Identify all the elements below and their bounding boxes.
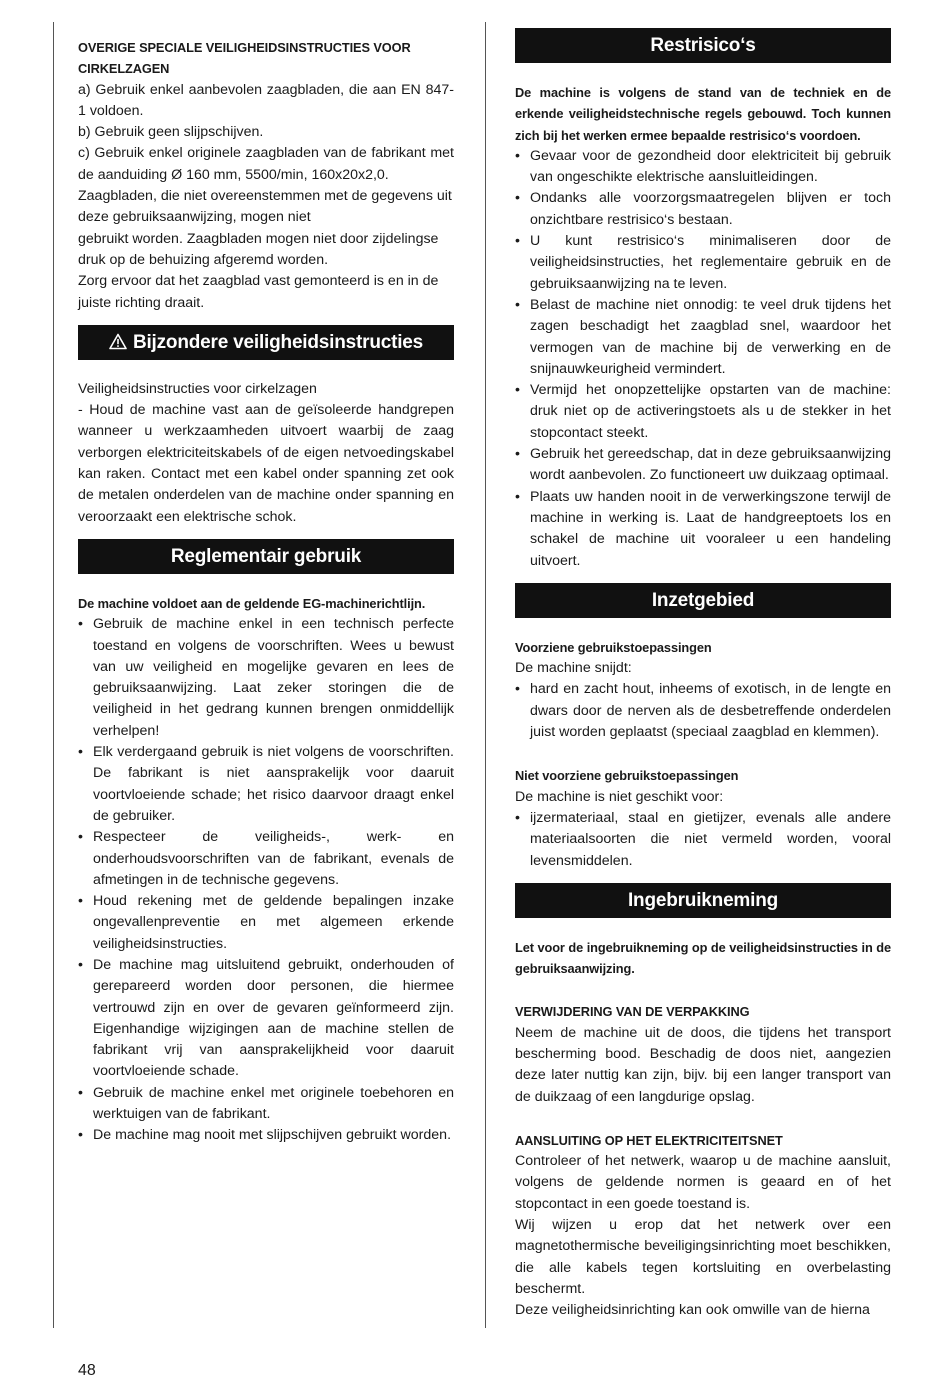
scope-not-list (515, 808, 891, 872)
list-item: • Elk verdergaand gebruik is niet volgens de voorschriften. De fabrikant is niet aansprakelijk voor daaruit voortvloeiende schade; het risico daarvoor draagt enkel de gebruiker. (78, 742, 454, 827)
list-item: • Gebruik de machine enkel in een technisch perfecte toestand en volgens de voorschriften. Wees u bewust van uw veiligheid en mogelijke gevaren en lees de gebruiksaanwijzing. Laat zeker storingen die de veiligheid in het gedrang kunnen brengen onmiddellijk verhelpen! (78, 614, 454, 742)
special-instruction-e: Zorg ervoor dat het zaagblad vast gemonteerd is en in de juiste richting draait. (78, 273, 439, 311)
list-item: • U kunt restrisico‘s minimaliseren door de veiligheidsinstructies, het reglementaire gebruik en de gebruiksaanwijzing na te leven. (515, 231, 891, 295)
list-item: • De machine mag nooit met slijpschijven gebruikt worden. (78, 1125, 454, 1146)
unpack-body: Neem de machine uit de doos, die tijdens het transport bescherming bood. Beschadig de doos niet, aangezien deze later nuttig kan zijn, bijv. bij een langer transport van de duikzaag of een langdurige opslag. (515, 1024, 891, 1105)
power-body-2: Wij wijzen u erop dat het netwerk over een magnetothermische beveiligingsinrichting moet beschikken, die alle kabels tegen kortsluiting en overbelasting beschermt. (515, 1217, 891, 1297)
list-item: • Gevaar voor de gezondheid door elektriciteit bij gebruik van ongeschikte elektrische aansluitleidingen. (515, 146, 891, 189)
special-instruction-d1: Zaagbladen, die niet overeenstemmen met de gegevens uit deze gebruiksaanwijzing, mogen niet (78, 188, 452, 226)
safety-body: - Houd de machine vast aan de geïsoleerde handgrepen wanneer u werkzaamheden uitvoert waarbij de zaag verborgen elektriciteitskabels of de eigen netvoedingskabel kan raken. Contact met een kabel onder spanning zet ook de metalen onderdelen van de machine onder spanning en veroorzaakt een elektrische schok. (78, 402, 454, 525)
scope-intended-intro: De machine snijdt: (515, 660, 632, 677)
warning-icon (109, 327, 127, 362)
list-item: • Houd rekening met de geldende bepalingen inzake ongevallenpreventie en met algemeen erkende veiligheidsinstructies. (78, 891, 454, 955)
page-number: 48 (78, 1362, 96, 1379)
special-instruction-d2: gebruikt worden. Zaagbladen mogen niet door zijdelingse druk op de behuizing afgeremd worden. (78, 230, 439, 268)
usage-intro: De machine voldoet aan de geldende EG-machinerichtlijn. (78, 595, 426, 611)
scope-intended-title: Voorziene gebruikstoepassingen (515, 639, 712, 655)
power-title: AANSLUITING OP HET ELEKTRICITEITSNET (515, 1132, 783, 1148)
list-item: • De machine mag uitsluitend gebruikt, onderhouden of gerepareerd worden door personen, die hiermee vertrouwd zijn en over de gevaren geïnformeerd zijn. Eigenhandige wijzigingen aan de machine stellen de fabrikant vrij van aansprakelijkheid voor daaruit voortvloeiende schade. (78, 955, 454, 1083)
left-column (78, 37, 454, 1147)
list-item: • Ondanks alle voorzorgsmaatregelen blijven er toch onzichtbare restrisico‘s bestaan. (515, 188, 891, 231)
unpack-title: VERWIJDERING VAN DE VERPAKKING (515, 1004, 750, 1020)
list-item: • hard en zacht hout, inheems of exotisch, in de lengte en dwars door de nerven als de desbetreffende onderdelen juist worden geplaatst (speciaal zaagblad en klemmen). (515, 679, 891, 743)
commission-header: Ingebruikneming (515, 883, 891, 918)
scope-intended-list (515, 679, 891, 743)
column-divider-left (53, 22, 54, 1328)
special-instructions-title: OVERIGE SPECIALE VEILIGHEIDSINSTRUCTIES VOOR CIRKELZAGEN (78, 40, 411, 77)
list-item: • Belast de machine niet onnodig: te veel druk tijdens het zagen beschadigt het zaagblad snel, waardoor het vermogen van de machine bij de verwerking en de snijnauwkeurigheid vermindert. (515, 295, 891, 380)
safety-header-label: Bijzondere veiligheidsinstructies (132, 331, 424, 353)
commission-intro: Let voor de ingebruikneming op de veiligheidsinstructies in de gebruiksaanwijzing. (515, 939, 891, 977)
risk-header: Restrisico‘s (515, 28, 891, 63)
risk-intro: De machine is volgens de stand van de techniek en de erkende veiligheidstechnische regels gebouwd. Toch kunnen zich bij het werken ermee bepaalde restrisico‘s voordoen. (515, 85, 891, 143)
special-instruction-a: a) Gebruik enkel aanbevolen zaagbladen, die aan EN 847-1 voldoen. (78, 81, 454, 119)
right-column (515, 28, 891, 1322)
list-item: • Respecteer de veiligheids-, werk- en onderhoudsvoorschriften van de fabrikant, evenals de afmetingen in de technische gegevens. (78, 827, 454, 891)
column-divider-center (485, 22, 486, 1328)
safety-header (78, 325, 454, 360)
usage-list (78, 614, 454, 1146)
list-item: • Vermijd het onopzettelijke opstarten van de machine: druk niet op de activeringstoets als u de stekker in het stopcontact steekt. (515, 380, 891, 444)
scope-not-intro: De machine is niet geschikt voor: (515, 788, 724, 805)
list-item: • Gebruik het gereedschap, dat in deze gebruiksaanwijzing wordt aanbevolen. Zo functioneert uw duikzaag optimaal. (515, 444, 891, 487)
list-item: • ijzermateriaal, staal en gietijzer, evenals alle andere materiaalsoorten die niet vermeld worden, vooral levensmiddelen. (515, 808, 891, 872)
safety-subtitle: Veiligheidsinstructies voor cirkelzagen (78, 380, 317, 397)
risk-list (515, 146, 891, 572)
special-instruction-c: c) Gebruik enkel originele zaagbladen van de fabrikant met de aanduiding Ø 160 mm, 5500/min, 160x20x2,0. (78, 145, 454, 183)
scope-header: Inzetgebied (515, 583, 891, 618)
scope-not-title: Niet voorziene gebruikstoepassingen (515, 768, 739, 784)
power-body-3: Deze veiligheidsinrichting kan ook omwille van de hierna (515, 1302, 870, 1319)
power-body-1: Controleer of het netwerk, waarop u de machine aansluit, volgens de geldende normen is geaard en of het stopcontact in een goede toestand is. (515, 1153, 891, 1212)
special-instruction-b: b) Gebruik geen slijpschijven. (78, 124, 264, 141)
usage-header: Reglementair gebruik (78, 539, 454, 574)
list-item: • Plaats uw handen nooit in de verwerkingszone terwijl de machine in werking is. Laat de handgreeptoets los en schakel de machine uit vooraleer u een handeling uitvoert. (515, 487, 891, 572)
list-item: • Gebruik de machine enkel met originele toebehoren en werktuigen van de fabrikant. (78, 1083, 454, 1126)
